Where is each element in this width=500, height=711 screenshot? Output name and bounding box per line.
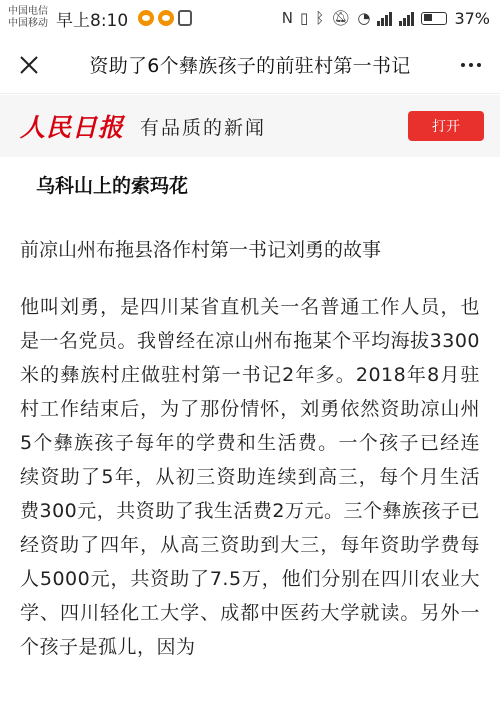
vibrate-icon: ▯ <box>300 9 309 27</box>
article-body: 他叫刘勇，是四川某省直机关一名普通工作人员，也是一名党员。我曾经在凉山州布拖某个平均海拔3300米的彝族村庄做驻村第一书记2年多。2018年8月驻村工作结束后，为了那份情怀，刘勇依然资助凉山州5个彝族孩子每年的学费和生活费。一个孩子已经连续资助了5年，从初三资助连续到高三，每个月生活费300元，共资助了我生活费2万元。三个彝族孩子已经资助了四年，从高三资助到大三，每年资助学费每人5000元，共资助了7.5万，他们分别在四川农业大学、四川轻化工大学、成都中医药大学就读。另外一个孩子是孤儿，因为 <box>20 296 480 658</box>
open-app-button[interactable]: 打开 <box>408 111 484 141</box>
bluetooth-icon: ᛒ <box>315 9 325 27</box>
page-title: 资助了6个彝族孩子的前驻村第一书记 <box>89 55 411 77</box>
weibo-icon <box>138 10 154 26</box>
more-dots-icon <box>461 63 465 67</box>
shopping-bag-icon <box>178 10 192 26</box>
peoples-daily-logo: 人民日报 <box>20 113 125 142</box>
status-bar-left <box>8 6 192 31</box>
carrier-labels <box>8 6 48 30</box>
more-dots-icon <box>469 63 473 67</box>
close-button[interactable] <box>14 50 44 80</box>
carrier-1: 中国电信 <box>8 6 48 17</box>
battery-percent: 37% <box>454 8 490 28</box>
article-headline: 乌科山上的索玛花 <box>36 175 189 197</box>
battery-icon <box>421 12 447 25</box>
banner-slogan: 有品质的新闻 <box>140 116 267 139</box>
status-time: 早上8:10 <box>56 10 129 31</box>
signal-4g-icon <box>399 10 414 26</box>
signal-4g-icon <box>377 10 392 26</box>
article-subtitle: 前凉山州布拖县洛作村第一书记刘勇的故事 <box>20 239 382 261</box>
more-options-button[interactable] <box>456 50 486 80</box>
title-bar <box>0 36 500 94</box>
status-bar <box>0 0 500 36</box>
more-dots-icon <box>477 63 481 67</box>
carrier-2: 中国移动 <box>8 18 48 29</box>
wifi-icon: ◔ <box>357 9 371 27</box>
status-bar-right <box>282 9 490 28</box>
notification-icons <box>138 10 192 26</box>
nfc-icon: N <box>281 9 294 27</box>
article-content <box>0 157 500 664</box>
app-banner <box>0 95 500 157</box>
close-icon <box>19 55 39 75</box>
weibo-icon <box>158 10 174 26</box>
mute-icon: 🔕︎ <box>331 9 351 27</box>
